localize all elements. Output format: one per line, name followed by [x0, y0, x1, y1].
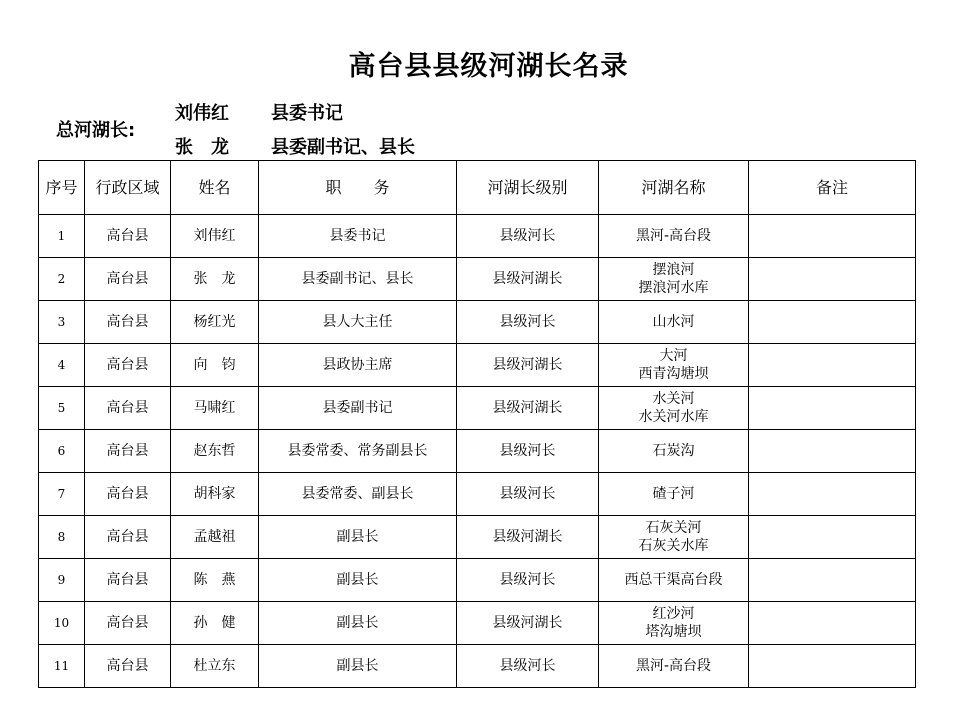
cell-level: 县级河长 [457, 559, 599, 602]
cell-river [599, 258, 749, 301]
river-name: 石炭沟 [652, 443, 695, 459]
cell-remark [749, 387, 916, 430]
cell-position: 县委书记 [259, 215, 457, 258]
cell-region: 高台县 [85, 645, 171, 688]
cell-position: 县委副书记、县长 [259, 258, 457, 301]
river-name: 水关河 [652, 391, 695, 407]
cell-remark [749, 258, 916, 301]
table-row [39, 430, 916, 473]
header-river: 河湖名称 [599, 161, 749, 215]
cell-river [599, 301, 749, 344]
page-title: 高台县县级河湖长名录 [348, 51, 629, 82]
cell-level: 县级河长 [457, 430, 599, 473]
header-name: 姓名 [171, 161, 259, 215]
river-name: 西青沟塘坝 [638, 366, 709, 382]
river-name: 大河 [659, 348, 688, 364]
cell-position: 副县长 [259, 602, 457, 645]
header-position: 职 务 [259, 161, 457, 215]
cell-river [599, 387, 749, 430]
cell-river [599, 602, 749, 645]
cell-seq: 2 [39, 258, 85, 301]
table-row [39, 344, 916, 387]
river-name: 塔沟塘坝 [645, 624, 702, 640]
cell-level: 县级河湖长 [457, 516, 599, 559]
table-row [39, 516, 916, 559]
cell-river [599, 344, 749, 387]
cell-name: 孙 健 [171, 602, 259, 645]
cell-river [599, 516, 749, 559]
cell-seq: 5 [39, 387, 85, 430]
river-name: 石灰关河 [645, 520, 702, 536]
river-name: 碴子河 [652, 486, 695, 502]
cell-seq: 8 [39, 516, 85, 559]
chief-position: 县委副书记、县长 [271, 137, 415, 158]
header-level: 河湖长级别 [457, 161, 599, 215]
cell-seq: 3 [39, 301, 85, 344]
cell-region: 高台县 [85, 258, 171, 301]
cell-position: 副县长 [259, 559, 457, 602]
cell-region: 高台县 [85, 473, 171, 516]
cell-remark [749, 301, 916, 344]
cell-river [599, 430, 749, 473]
cell-river [599, 473, 749, 516]
cell-position: 县委常委、常务副县长 [259, 430, 457, 473]
cell-name: 杜立东 [171, 645, 259, 688]
cell-name: 刘伟红 [171, 215, 259, 258]
river-name: 山水河 [652, 314, 695, 330]
cell-remark [749, 215, 916, 258]
cell-name: 张 龙 [171, 258, 259, 301]
cell-region: 高台县 [85, 559, 171, 602]
cell-river [599, 215, 749, 258]
cell-name: 杨红光 [171, 301, 259, 344]
cell-remark [749, 344, 916, 387]
cell-remark [749, 430, 916, 473]
cell-position: 县人大主任 [259, 301, 457, 344]
table-row [39, 602, 916, 645]
header-seq: 序号 [39, 161, 85, 215]
river-name: 红沙河 [652, 606, 695, 622]
cell-seq: 1 [39, 215, 85, 258]
river-name: 水关河水库 [638, 409, 709, 425]
chief-position: 县委书记 [271, 103, 343, 124]
cell-remark [749, 645, 916, 688]
chief-name: 刘伟红 [175, 103, 229, 124]
cell-river [599, 559, 749, 602]
cell-seq: 6 [39, 430, 85, 473]
cell-region: 高台县 [85, 301, 171, 344]
cell-region: 高台县 [85, 215, 171, 258]
cell-name: 孟越祖 [171, 516, 259, 559]
cell-river [599, 645, 749, 688]
cell-position: 县委常委、副县长 [259, 473, 457, 516]
cell-level: 县级河长 [457, 473, 599, 516]
cell-name: 赵东哲 [171, 430, 259, 473]
cell-region: 高台县 [85, 430, 171, 473]
cell-level: 县级河湖长 [457, 602, 599, 645]
table-row [39, 258, 916, 301]
table-row [39, 387, 916, 430]
table-row [39, 645, 916, 688]
cell-region: 高台县 [85, 344, 171, 387]
cell-name: 马啸红 [171, 387, 259, 430]
cell-level: 县级河湖长 [457, 258, 599, 301]
river-name: 黑河-高台段 [635, 228, 712, 244]
river-chief-table [38, 160, 916, 688]
chief-name: 张 龙 [175, 137, 229, 158]
cell-remark [749, 559, 916, 602]
river-name: 摆浪河 [652, 262, 695, 278]
cell-remark [749, 516, 916, 559]
cell-remark [749, 473, 916, 516]
cell-seq: 7 [39, 473, 85, 516]
chief-label: 总河湖长: [56, 120, 136, 141]
cell-name: 陈 燕 [171, 559, 259, 602]
cell-position: 县政协主席 [259, 344, 457, 387]
cell-seq: 4 [39, 344, 85, 387]
cell-position: 县委副书记 [259, 387, 457, 430]
river-name: 摆浪河水库 [638, 280, 709, 296]
cell-name: 胡科家 [171, 473, 259, 516]
cell-position: 副县长 [259, 645, 457, 688]
cell-region: 高台县 [85, 387, 171, 430]
cell-seq: 10 [39, 602, 85, 645]
river-name: 西总干渠高台段 [624, 572, 723, 588]
table-row [39, 559, 916, 602]
river-name: 石灰关水库 [638, 538, 709, 554]
cell-level: 县级河湖长 [457, 344, 599, 387]
cell-region: 高台县 [85, 602, 171, 645]
table-row [39, 473, 916, 516]
cell-position: 副县长 [259, 516, 457, 559]
cell-name: 向 钧 [171, 344, 259, 387]
cell-region: 高台县 [85, 516, 171, 559]
header-remark: 备注 [749, 161, 916, 215]
cell-level: 县级河湖长 [457, 387, 599, 430]
cell-remark [749, 602, 916, 645]
river-name: 黑河-高台段 [635, 658, 712, 674]
cell-level: 县级河长 [457, 215, 599, 258]
table-row [39, 215, 916, 258]
table-row [39, 301, 916, 344]
cell-level: 县级河长 [457, 645, 599, 688]
cell-level: 县级河长 [457, 301, 599, 344]
cell-seq: 9 [39, 559, 85, 602]
table-header-row [39, 161, 916, 215]
cell-seq: 11 [39, 645, 85, 688]
header-region: 行政区域 [85, 161, 171, 215]
